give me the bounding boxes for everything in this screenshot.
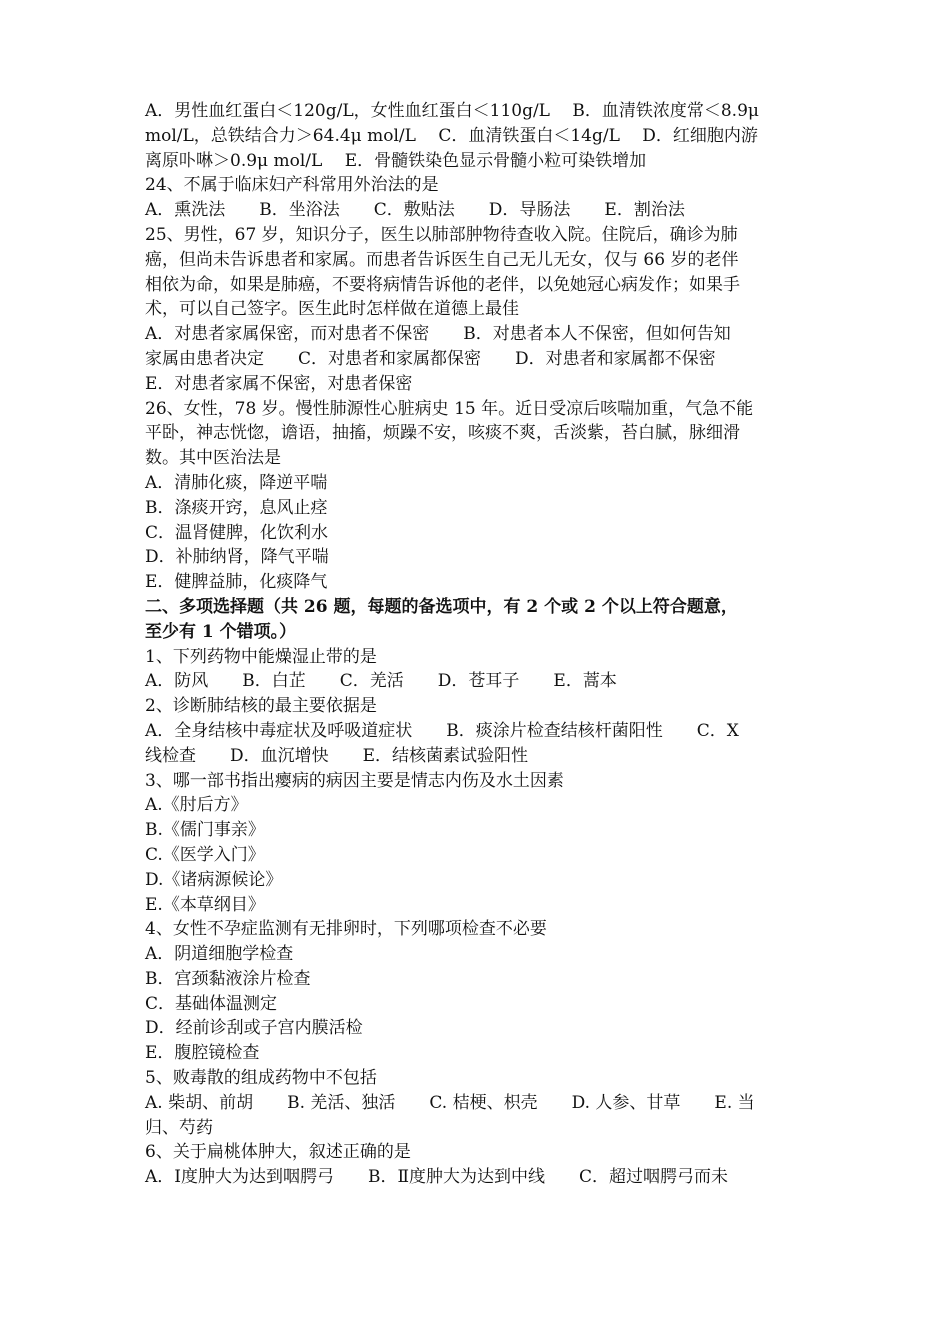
option-line: A.《肘后方》 xyxy=(145,795,248,816)
option-line: E.《本草纲目》 xyxy=(145,894,265,915)
option-line: A．清肺化痰，降逆平喘 xyxy=(145,472,328,493)
question-3-stem: 3、哪一部书指出瘿病的病因主要是情志内伤及水土因素 xyxy=(145,770,564,791)
question-5-options: A. 柴胡、前胡 B. 羌活、独活 C. 桔梗、枳壳 D. 人参、甘草 E. 当 xyxy=(145,1092,755,1113)
question-2-stem: 2、诊断肺结核的最主要依据是 xyxy=(145,696,377,717)
question-1-options: A．防风 B．白芷 C．羌活 D．苍耳子 E．蒿本 xyxy=(145,671,617,692)
option-line: D．经前诊刮或子宫内膜活检 xyxy=(145,1018,363,1039)
section-heading: 二、多项选择题（共 26 题，每题的备选项中，有 2 个或 2 个以上符合题意， xyxy=(145,596,738,617)
question-25-stem: 25、男性，67 岁，知识分子，医生以肺部肿物待查收入院。住院后，确诊为肺 xyxy=(145,224,738,245)
question-5-stem: 5、败毒散的组成药物中不包括 xyxy=(145,1068,377,1089)
text-line: E．对患者家属不保密，对患者保密 xyxy=(145,373,413,394)
text-line: 归、芍药 xyxy=(145,1117,213,1138)
option-line: A．阴道细胞学检查 xyxy=(145,944,294,965)
text-line: 术，可以自己签字。医生此时怎样做在道德上最佳 xyxy=(145,299,519,320)
question-4-stem: 4、女性不孕症监测有无排卵时，下列哪项检查不必要 xyxy=(145,919,547,940)
text-line: 离原卟啉＞0.9μ mol/L E．骨髓铁染色显示骨髓小粒可染铁增加 xyxy=(145,150,647,171)
option-line: D．补肺纳肾，降气平喘 xyxy=(145,547,329,568)
text-line: 家属由患者决定 C．对患者和家属都保密 D．对患者和家属都不保密 xyxy=(145,348,716,369)
option-line: B.《儒门事亲》 xyxy=(145,820,265,841)
question-24-options: A．熏洗法 B．坐浴法 C．敷贴法 D．导肠法 E．割治法 xyxy=(145,200,685,221)
question-1-stem: 1、下列药物中能燥湿止带的是 xyxy=(145,646,377,667)
text-line: 数。其中医治法是 xyxy=(145,448,281,469)
option-line: B．宫颈黏液涂片检查 xyxy=(145,968,311,989)
option-line: E．健脾益肺，化痰降气 xyxy=(145,572,328,593)
question-25-options: A．对患者家属保密，而对患者不保密 B．对患者本人不保密，但如何告知 xyxy=(145,324,731,345)
section-heading-continued: 至少有 1 个错项。） xyxy=(145,621,297,642)
option-line: C．基础体温测定 xyxy=(145,993,278,1014)
question-6-stem: 6、关于扁桃体肿大，叙述正确的是 xyxy=(145,1142,411,1163)
text-line: 线检查 D．血沉增快 E．结核菌素试验阳性 xyxy=(145,745,529,766)
text-line: 癌，但尚未告诉患者和家属。而患者告诉医生自己无儿无女，仅与 66 岁的老伴 xyxy=(145,249,739,270)
option-line: D.《诸病源候论》 xyxy=(145,869,283,890)
text-line: mol/L，总铁结合力＞64.4μ mol/L C．血清铁蛋白＜14g/L D．红细胞内游 xyxy=(145,125,758,146)
text-line: 平卧，神志恍惚，谵语，抽搐，烦躁不安，咳痰不爽，舌淡紫，苔白腻，脉细滑 xyxy=(145,423,740,444)
question-24-stem: 24、不属于临床妇产科常用外治法的是 xyxy=(145,175,439,196)
document-page xyxy=(145,99,809,1190)
question-26-stem: 26、女性，78 岁。慢性肺源性心脏病史 15 年。近日受凉后咳喘加重，气急不能 xyxy=(145,398,754,419)
question-2-options: A．全身结核中毒症状及呼吸道症状 B．痰涂片检查结核杆菌阳性 C．X xyxy=(145,720,739,741)
text-line: 相依为命，如果是肺癌，不要将病情告诉他的老伴，以免她冠心病发作；如果手 xyxy=(145,274,740,295)
option-line: C．温肾健脾，化饮利水 xyxy=(145,522,329,543)
option-line: C.《医学入门》 xyxy=(145,844,265,865)
option-line: E．腹腔镜检查 xyxy=(145,1043,260,1064)
question-6-options: A．Ⅰ度肿大为达到咽腭弓 B．Ⅱ度肿大为达到中线 C．超过咽腭弓而未 xyxy=(145,1167,729,1188)
option-line: B．涤痰开窍，息风止痉 xyxy=(145,497,328,518)
text-line: A．男性血红蛋白＜120g/L，女性血红蛋白＜110g/L B．血清铁浓度常＜8.9μ xyxy=(145,101,759,121)
